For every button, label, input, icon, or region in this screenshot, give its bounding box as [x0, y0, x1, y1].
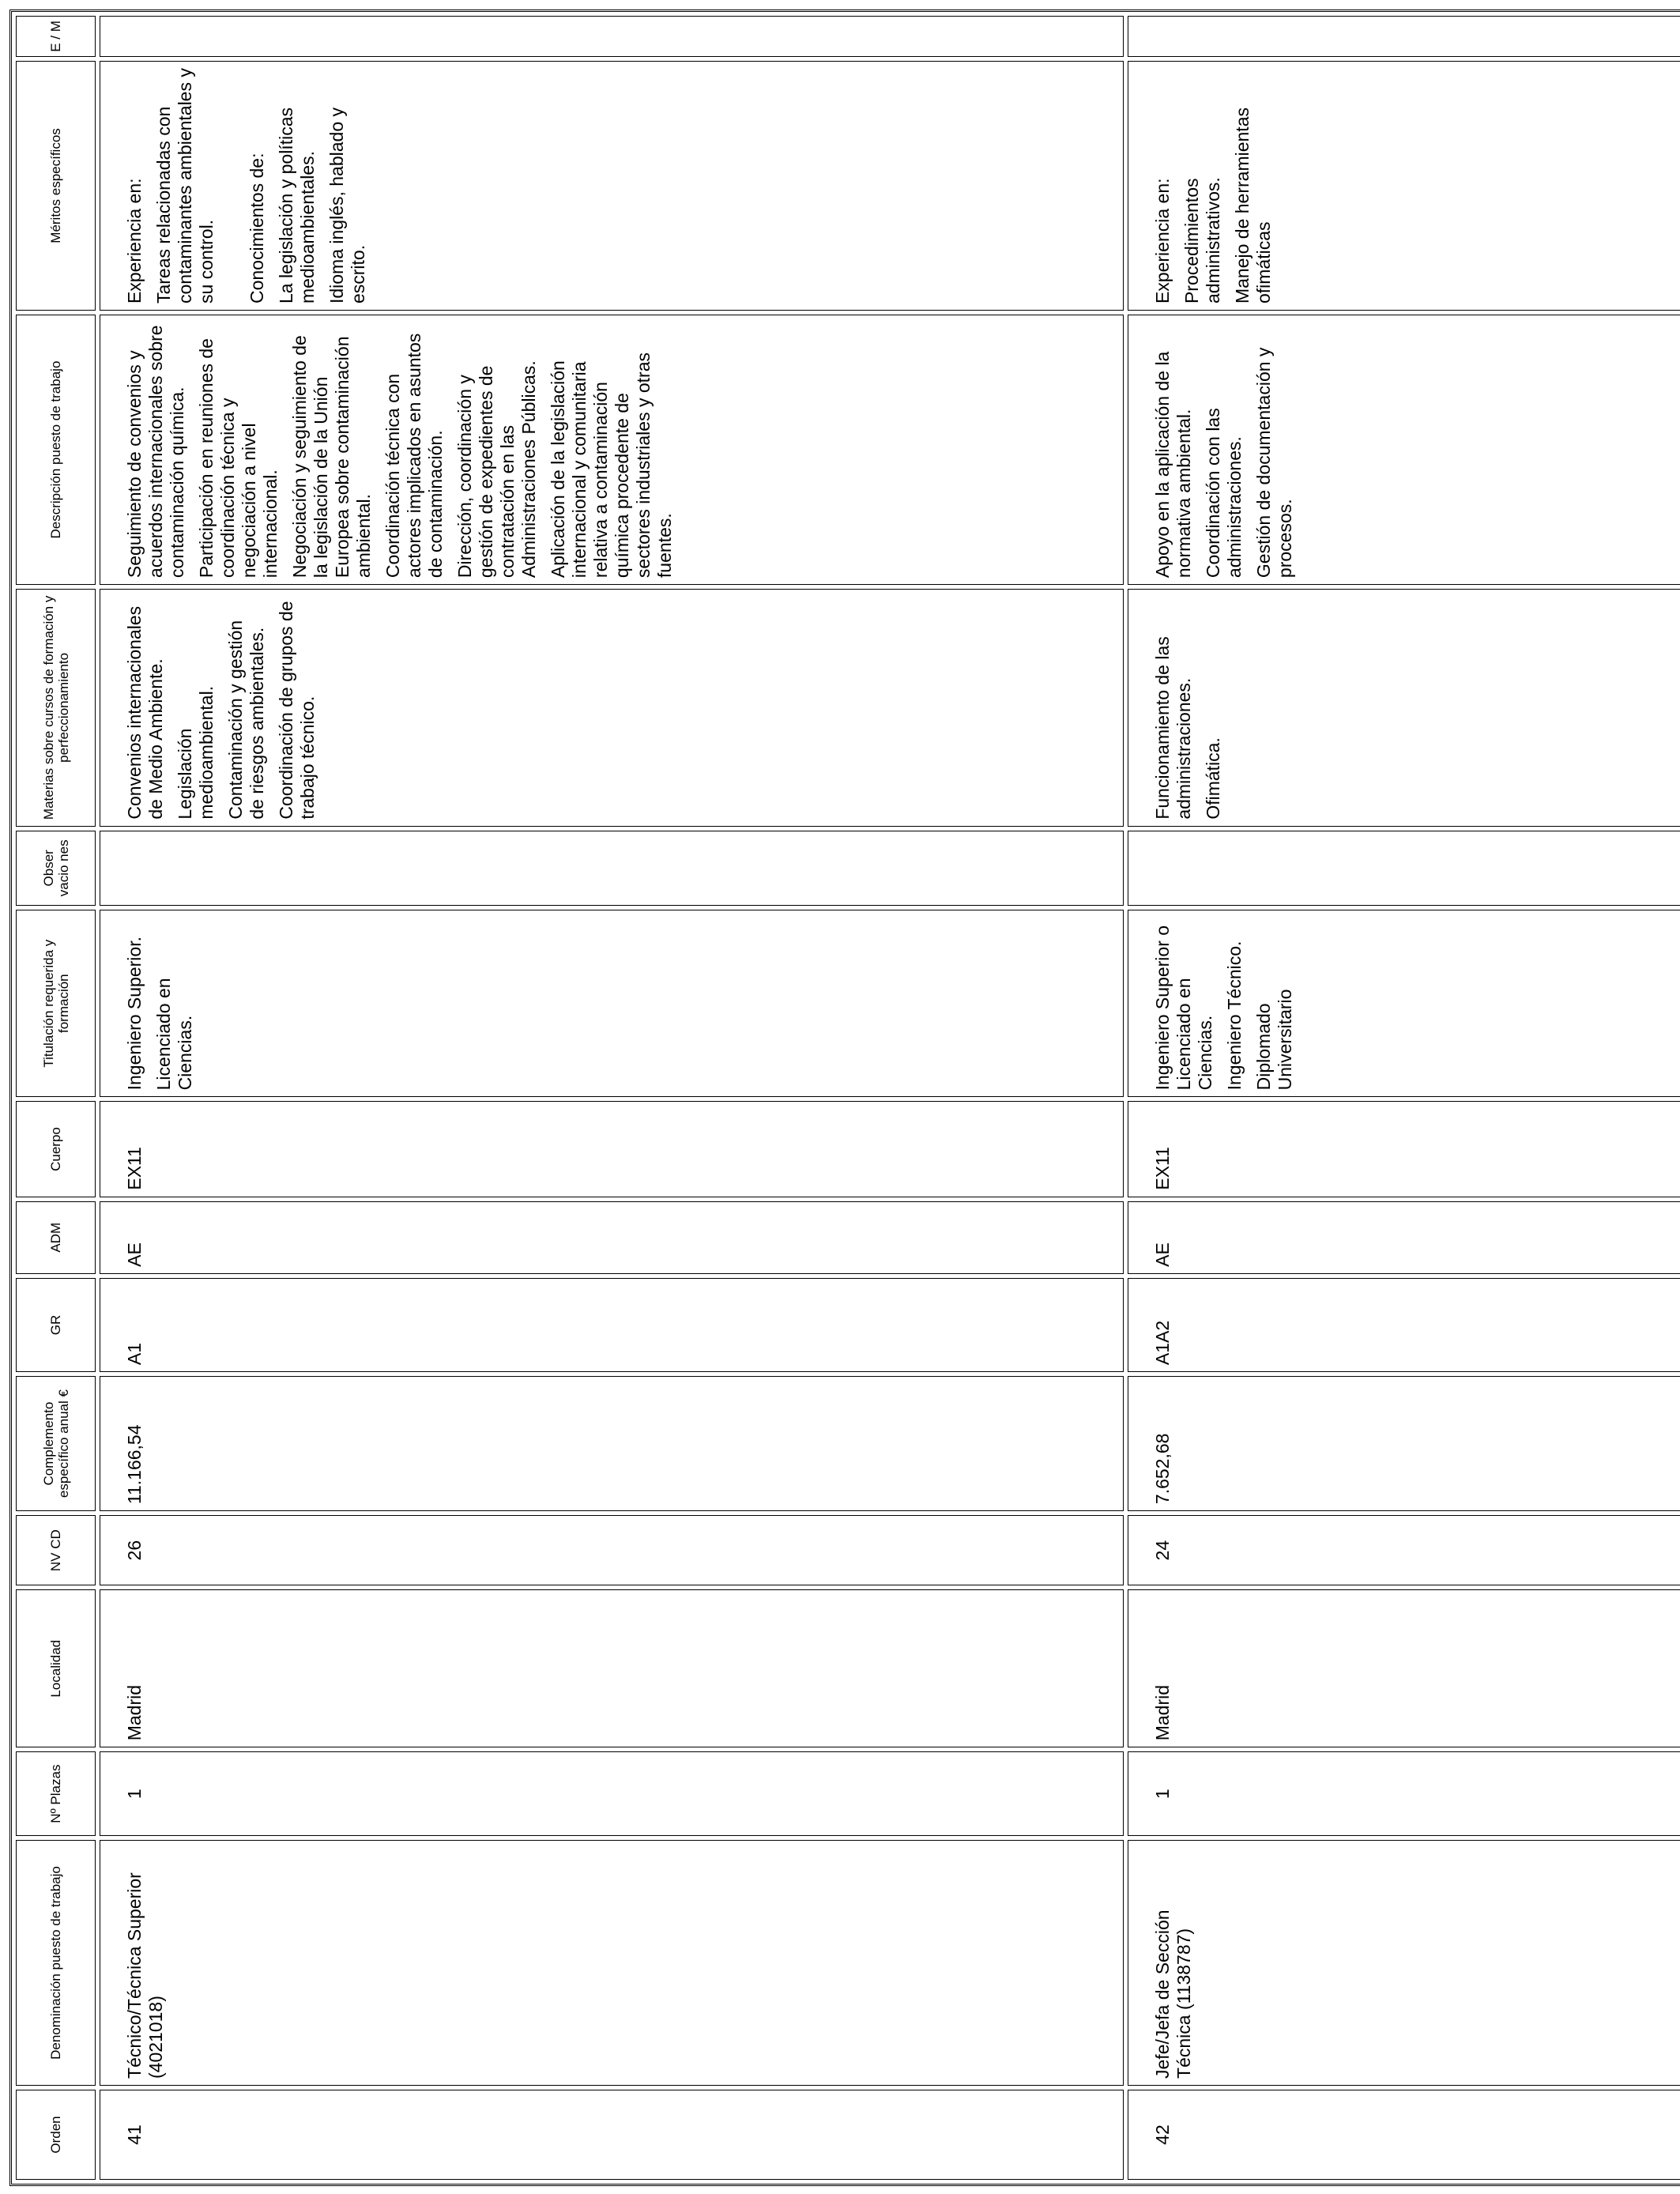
list-item: Conocimientos de: [247, 153, 267, 304]
table-row [1128, 16, 1680, 2180]
spacer [225, 68, 247, 303]
cell-gr: A1A2 [1128, 1278, 1680, 1372]
list-item: Aplicación de la legislación internacional y comunitaria relativa a contaminación química procedente de sectores industriales y otras fuentes. [548, 352, 675, 579]
list-item: Experiencia en: [124, 178, 145, 304]
header-descripcion: Descripción puesto de trabajo [16, 315, 96, 585]
cell-meritos [100, 61, 1124, 311]
list-item: Licenciado en Ciencias. [153, 978, 195, 1091]
cell-plazas: 1 [1128, 1751, 1680, 1836]
cell-observaciones [100, 831, 1124, 906]
cell-materias [100, 589, 1124, 827]
header-localidad: Localidad [16, 1589, 96, 1747]
list-item: Contaminación y gestión de riesgos ambientales. [225, 620, 267, 820]
list-item: Ingeniero Superior. [124, 937, 145, 1091]
cell-adm: AE [1128, 1201, 1680, 1274]
list-item: Gestión de documentación y procesos. [1253, 347, 1295, 579]
header-complemento: Complemento específico anual € [16, 1376, 96, 1511]
job-positions-table [9, 9, 1680, 2186]
cell-orden: 41 [100, 2090, 1124, 2180]
list-item: Ofimática. [1203, 737, 1223, 820]
header-meritos: Méritos específicos [16, 61, 96, 311]
cell-adm: AE [100, 1201, 1124, 1274]
list-item: Negociación y seguimiento de la legislación de la Unión Europea sobre contaminación ambiental. [289, 335, 374, 579]
cell-denominacion: Jefe/Jefa de Sección Técnica (1138787) [1128, 1840, 1680, 2086]
cell-localidad: Madrid [100, 1589, 1124, 1747]
list-item: Experiencia en: [1152, 178, 1173, 304]
header-plazas: Nº Plazas [16, 1751, 96, 1836]
cell-gr: A1 [100, 1278, 1124, 1372]
cell-observaciones [1128, 831, 1680, 906]
cell-materias [1128, 589, 1680, 827]
cell-meritos [1128, 61, 1680, 311]
cell-descripcion [100, 315, 1124, 585]
header-observaciones: Obser vacio nes [16, 831, 96, 906]
cell-descripcion [1128, 315, 1680, 585]
cell-em [1128, 16, 1680, 57]
list-item: Procedimientos administrativos. [1181, 177, 1223, 304]
header-materias: Materias sobre cursos de formación y perfeccionamiento [16, 589, 96, 827]
cell-plazas: 1 [100, 1751, 1124, 1836]
list-item: Legislación medioambiental. [175, 685, 217, 820]
header-denominacion: Denominación puesto de trabajo [16, 1840, 96, 2086]
list-item: Seguimiento de convenios y acuerdos internacionales sobre contaminación química. [124, 325, 187, 579]
list-item: Diplomado Universitario [1253, 989, 1295, 1091]
header-cuerpo: Cuerpo [16, 1101, 96, 1197]
table-row [100, 16, 1124, 2180]
header-em: E / M [16, 16, 96, 57]
list-item: Dirección, coordinación y gestión de expedientes de contratación en las Administraciones Públicas. [454, 360, 539, 579]
list-item: Idioma inglés, hablado y escrito. [326, 107, 368, 304]
cell-denominacion: Técnico/Técnica Superior (4021018) [100, 1840, 1124, 2086]
cell-titulacion [100, 910, 1124, 1097]
header-titulacion: Titulación requerida y formación [16, 910, 96, 1097]
list-item: Ingeniero Superior o Licenciado en Ciencias. [1152, 925, 1215, 1091]
cell-cuerpo: EX11 [1128, 1101, 1680, 1197]
header-orden: Orden [16, 2090, 96, 2180]
list-item: Apoyo en la aplicación de la normativa ambiental. [1152, 351, 1194, 579]
list-item: Tareas relacionadas con contaminantes ambientales y su control. [153, 68, 217, 304]
cell-nivel: 26 [100, 1515, 1124, 1585]
cell-complemento: 11.166,54 [100, 1376, 1124, 1511]
cell-titulacion [1128, 910, 1680, 1097]
header-nivel: NV CD [16, 1515, 96, 1585]
list-item: Coordinación con las administraciones. [1203, 408, 1245, 579]
cell-em [100, 16, 1124, 57]
cell-orden: 42 [1128, 2090, 1680, 2180]
list-item: Ingeniero Técnico. [1224, 941, 1245, 1091]
list-item: La legislación y políticas medioambientales. [276, 107, 318, 304]
header-gr: GR [16, 1278, 96, 1372]
header-adm: ADM [16, 1201, 96, 1274]
cell-nivel: 24 [1128, 1515, 1680, 1585]
list-item: Coordinación de grupos de trabajo técnico. [276, 601, 318, 820]
list-item: Funcionamiento de las administraciones. [1152, 636, 1194, 820]
cell-cuerpo: EX11 [100, 1101, 1124, 1197]
list-item: Manejo de herramientas ofimáticas [1232, 107, 1274, 304]
list-item: Participación en reuniones de coordinación técnica y negociación a nivel internacional. [196, 338, 281, 579]
list-item: Convenios internacionales de Medio Ambiente. [124, 605, 166, 820]
list-item: Coordinación técnica con actores implicados en asuntos de contaminación. [382, 333, 446, 579]
cell-complemento: 7.652,68 [1128, 1376, 1680, 1511]
cell-localidad: Madrid [1128, 1589, 1680, 1747]
header-row [16, 16, 96, 2180]
